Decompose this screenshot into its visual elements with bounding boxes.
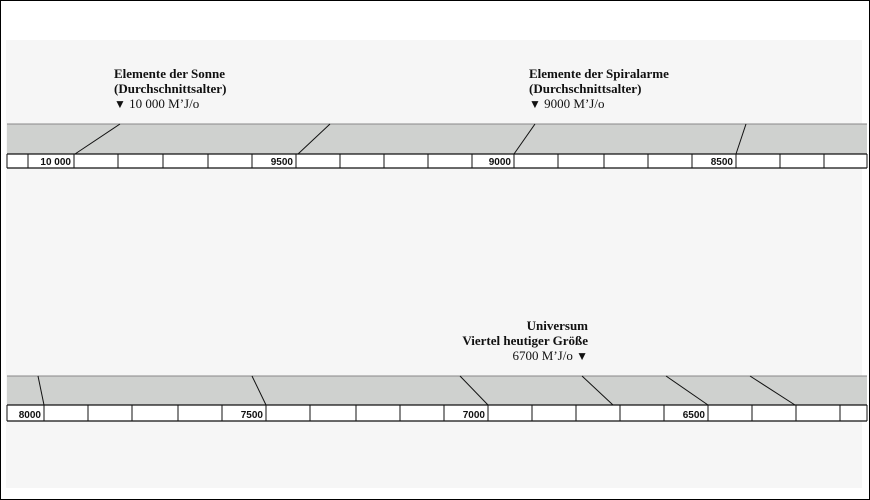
bottom-timeline-tick-label: 6500: [682, 410, 705, 421]
top-timeline-tick-label: 10 000: [40, 157, 71, 168]
down-triangle-icon: ▼: [576, 349, 588, 363]
bottom-timeline-band: [7, 376, 867, 405]
annotation-subtitle: Viertel heutiger Größe: [462, 333, 588, 348]
down-triangle-icon: ▼: [529, 97, 541, 111]
bottom-timeline-tick-label: 7500: [240, 410, 263, 421]
top-timeline-tick-label: 9000: [488, 157, 511, 168]
annotation-value-line: [114, 96, 226, 112]
annotation-value-line: [529, 96, 669, 112]
top-timeline-ruler: [7, 154, 867, 168]
annotation-title: Elemente der Spiralarme: [529, 66, 669, 81]
annotation-title: Universum: [526, 318, 588, 333]
annotation-value: 9000 M’J/o: [544, 96, 605, 111]
annotation-value: 6700 M’J/o: [512, 348, 573, 363]
annotation-subtitle: (Durchschnittsalter): [529, 81, 642, 96]
annotation-universe-quarter-size: [400, 318, 588, 364]
down-triangle-icon: ▼: [114, 97, 126, 111]
bottom-timeline-tick-label: 7000: [462, 410, 485, 421]
annotation-sun-elements: [114, 66, 226, 112]
annotation-spiral-arm-elements: [529, 66, 669, 112]
annotation-subtitle: (Durchschnittsalter): [114, 81, 227, 96]
bottom-timeline-ruler: [7, 405, 867, 421]
top-timeline-tick-label: 9500: [270, 157, 293, 168]
annotation-value-line: [400, 348, 588, 364]
annotation-title: Elemente der Sonne: [114, 66, 225, 81]
top-timeline-tick-label: 8500: [710, 157, 733, 168]
annotation-value: 10 000 M’J/o: [129, 96, 200, 111]
bottom-timeline-tick-label: 8000: [18, 410, 41, 421]
